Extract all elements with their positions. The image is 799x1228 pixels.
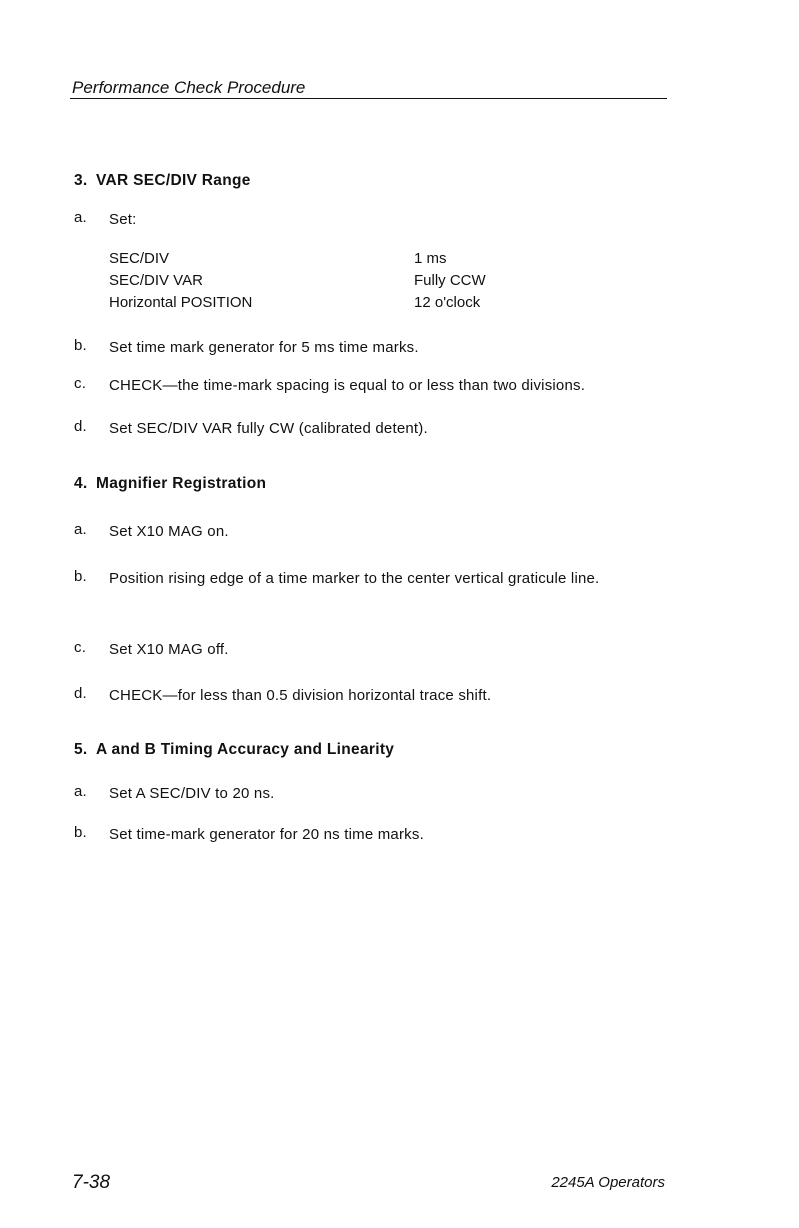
page-header-title: Performance Check Procedure <box>72 78 306 97</box>
setting-value: 12 o'clock <box>414 294 481 311</box>
step-text: Set X10 MAG on. <box>109 523 229 540</box>
step-text: Set time mark generator for 5 ms time marks. <box>109 339 419 356</box>
step-label: c. <box>74 639 87 656</box>
section-title: VAR SEC/DIV Range <box>96 172 251 189</box>
section-number: 3. <box>74 172 88 189</box>
step-label: b. <box>74 824 87 841</box>
step-label: d. <box>74 418 87 435</box>
section-number: 5. <box>74 741 88 758</box>
step-label: c. <box>74 375 87 392</box>
step-text: Set time-mark generator for 20 ns time marks. <box>109 826 424 843</box>
step-label: a. <box>74 209 87 226</box>
setting-control: Horizontal POSITION <box>109 294 253 311</box>
step-text: CHECK—for less than 0.5 division horizontal trace shift. <box>109 687 492 704</box>
step-text: Set X10 MAG off. <box>109 641 229 658</box>
step-label: b. <box>74 568 87 585</box>
section-number: 4. <box>74 475 88 492</box>
section-title: Magnifier Registration <box>96 475 267 492</box>
step-label: d. <box>74 685 87 702</box>
step-label: a. <box>74 521 87 538</box>
section-title: A and B Timing Accuracy and Linearity <box>96 741 395 758</box>
setting-value: 1 ms <box>414 250 447 267</box>
header-rule <box>70 98 667 99</box>
setting-control: SEC/DIV VAR <box>109 272 203 289</box>
section-4-heading <box>74 475 266 493</box>
setting-control: SEC/DIV <box>109 250 170 267</box>
step-label: a. <box>74 783 87 800</box>
step-text: Set A SEC/DIV to 20 ns. <box>109 785 275 802</box>
step-text: Position rising edge of a time marker to the center vertical graticule line. <box>109 570 600 587</box>
setting-value: Fully CCW <box>414 272 486 289</box>
section-5-heading <box>74 741 394 759</box>
step-label: b. <box>74 337 87 354</box>
step-text: Set: <box>109 211 137 228</box>
section-3-heading <box>74 172 251 190</box>
step-text: CHECK—the time-mark spacing is equal to or less than two divisions. <box>109 377 586 394</box>
manual-name: 2245A Operators <box>551 1174 665 1191</box>
page-number: 7-38 <box>72 1172 111 1193</box>
step-text: Set SEC/DIV VAR fully CW (calibrated detent). <box>109 420 428 437</box>
